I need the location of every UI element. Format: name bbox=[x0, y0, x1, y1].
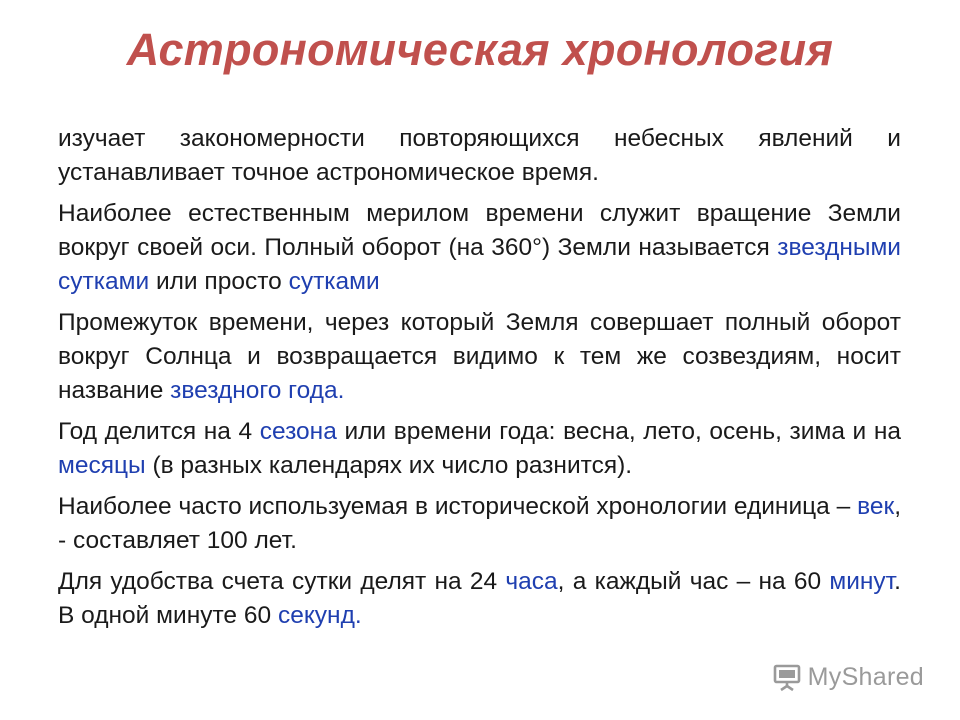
highlighted-term: сезона bbox=[259, 418, 337, 445]
paragraph-sidereal-year bbox=[58, 306, 901, 408]
highlighted-term: месяцы bbox=[58, 452, 146, 479]
highlighted-term: сутками bbox=[288, 268, 380, 295]
highlighted-term: звездными сутками bbox=[58, 234, 901, 295]
paragraph-hours-minutes bbox=[58, 565, 901, 633]
paragraph-definition bbox=[58, 122, 901, 190]
paragraph-text: Наиболее часто используемая в исторической хронологии единица – bbox=[58, 493, 858, 520]
highlighted-term: минут bbox=[829, 568, 895, 595]
paragraph-text: Промежуток времени, через который Земля совершает полный оборот вокруг Солнца и возвращается видимо к тем же созвездиям, носит название bbox=[58, 309, 901, 404]
paragraph-century bbox=[58, 490, 901, 558]
paragraph-text: или просто bbox=[149, 268, 289, 295]
paragraph-text: или времени года: весна, лето, осень, зима и на bbox=[336, 418, 901, 445]
paragraph-text: Наиболее естественным мерилом времени служит вращение Земли вокруг своей оси. Полный оборот (на 360°) Земли называется bbox=[58, 200, 901, 261]
highlighted-term: звездного года. bbox=[170, 377, 345, 404]
paragraph-text: Год делится на 4 bbox=[58, 418, 260, 445]
paragraph-text: . В одной минуте 60 bbox=[58, 568, 901, 629]
paragraph-text: Для удобства счета сутки делят на 24 bbox=[58, 568, 506, 595]
highlighted-term: век bbox=[857, 493, 895, 520]
paragraph-seasons-months bbox=[58, 415, 901, 483]
paragraph-sidereal-day bbox=[58, 197, 901, 299]
watermark-text: MyShared bbox=[807, 662, 924, 691]
slide-title: Астрономическая хронология bbox=[126, 24, 834, 75]
watermark-logo bbox=[772, 662, 924, 692]
presentation-board-icon bbox=[772, 662, 802, 692]
paragraph-text: (в разных календарях их число разнится). bbox=[145, 452, 633, 479]
paragraph-text: изучает закономерности повторяющихся небесных явлений и устанавливает точное астрономическое время. bbox=[58, 125, 901, 186]
highlighted-term: секунд. bbox=[277, 602, 362, 629]
highlighted-term: часа bbox=[505, 568, 558, 595]
paragraph-text: , - составляет 100 лет. bbox=[58, 493, 901, 554]
slide-body bbox=[58, 122, 901, 640]
paragraph-text: , а каждый час – на 60 bbox=[557, 568, 830, 595]
